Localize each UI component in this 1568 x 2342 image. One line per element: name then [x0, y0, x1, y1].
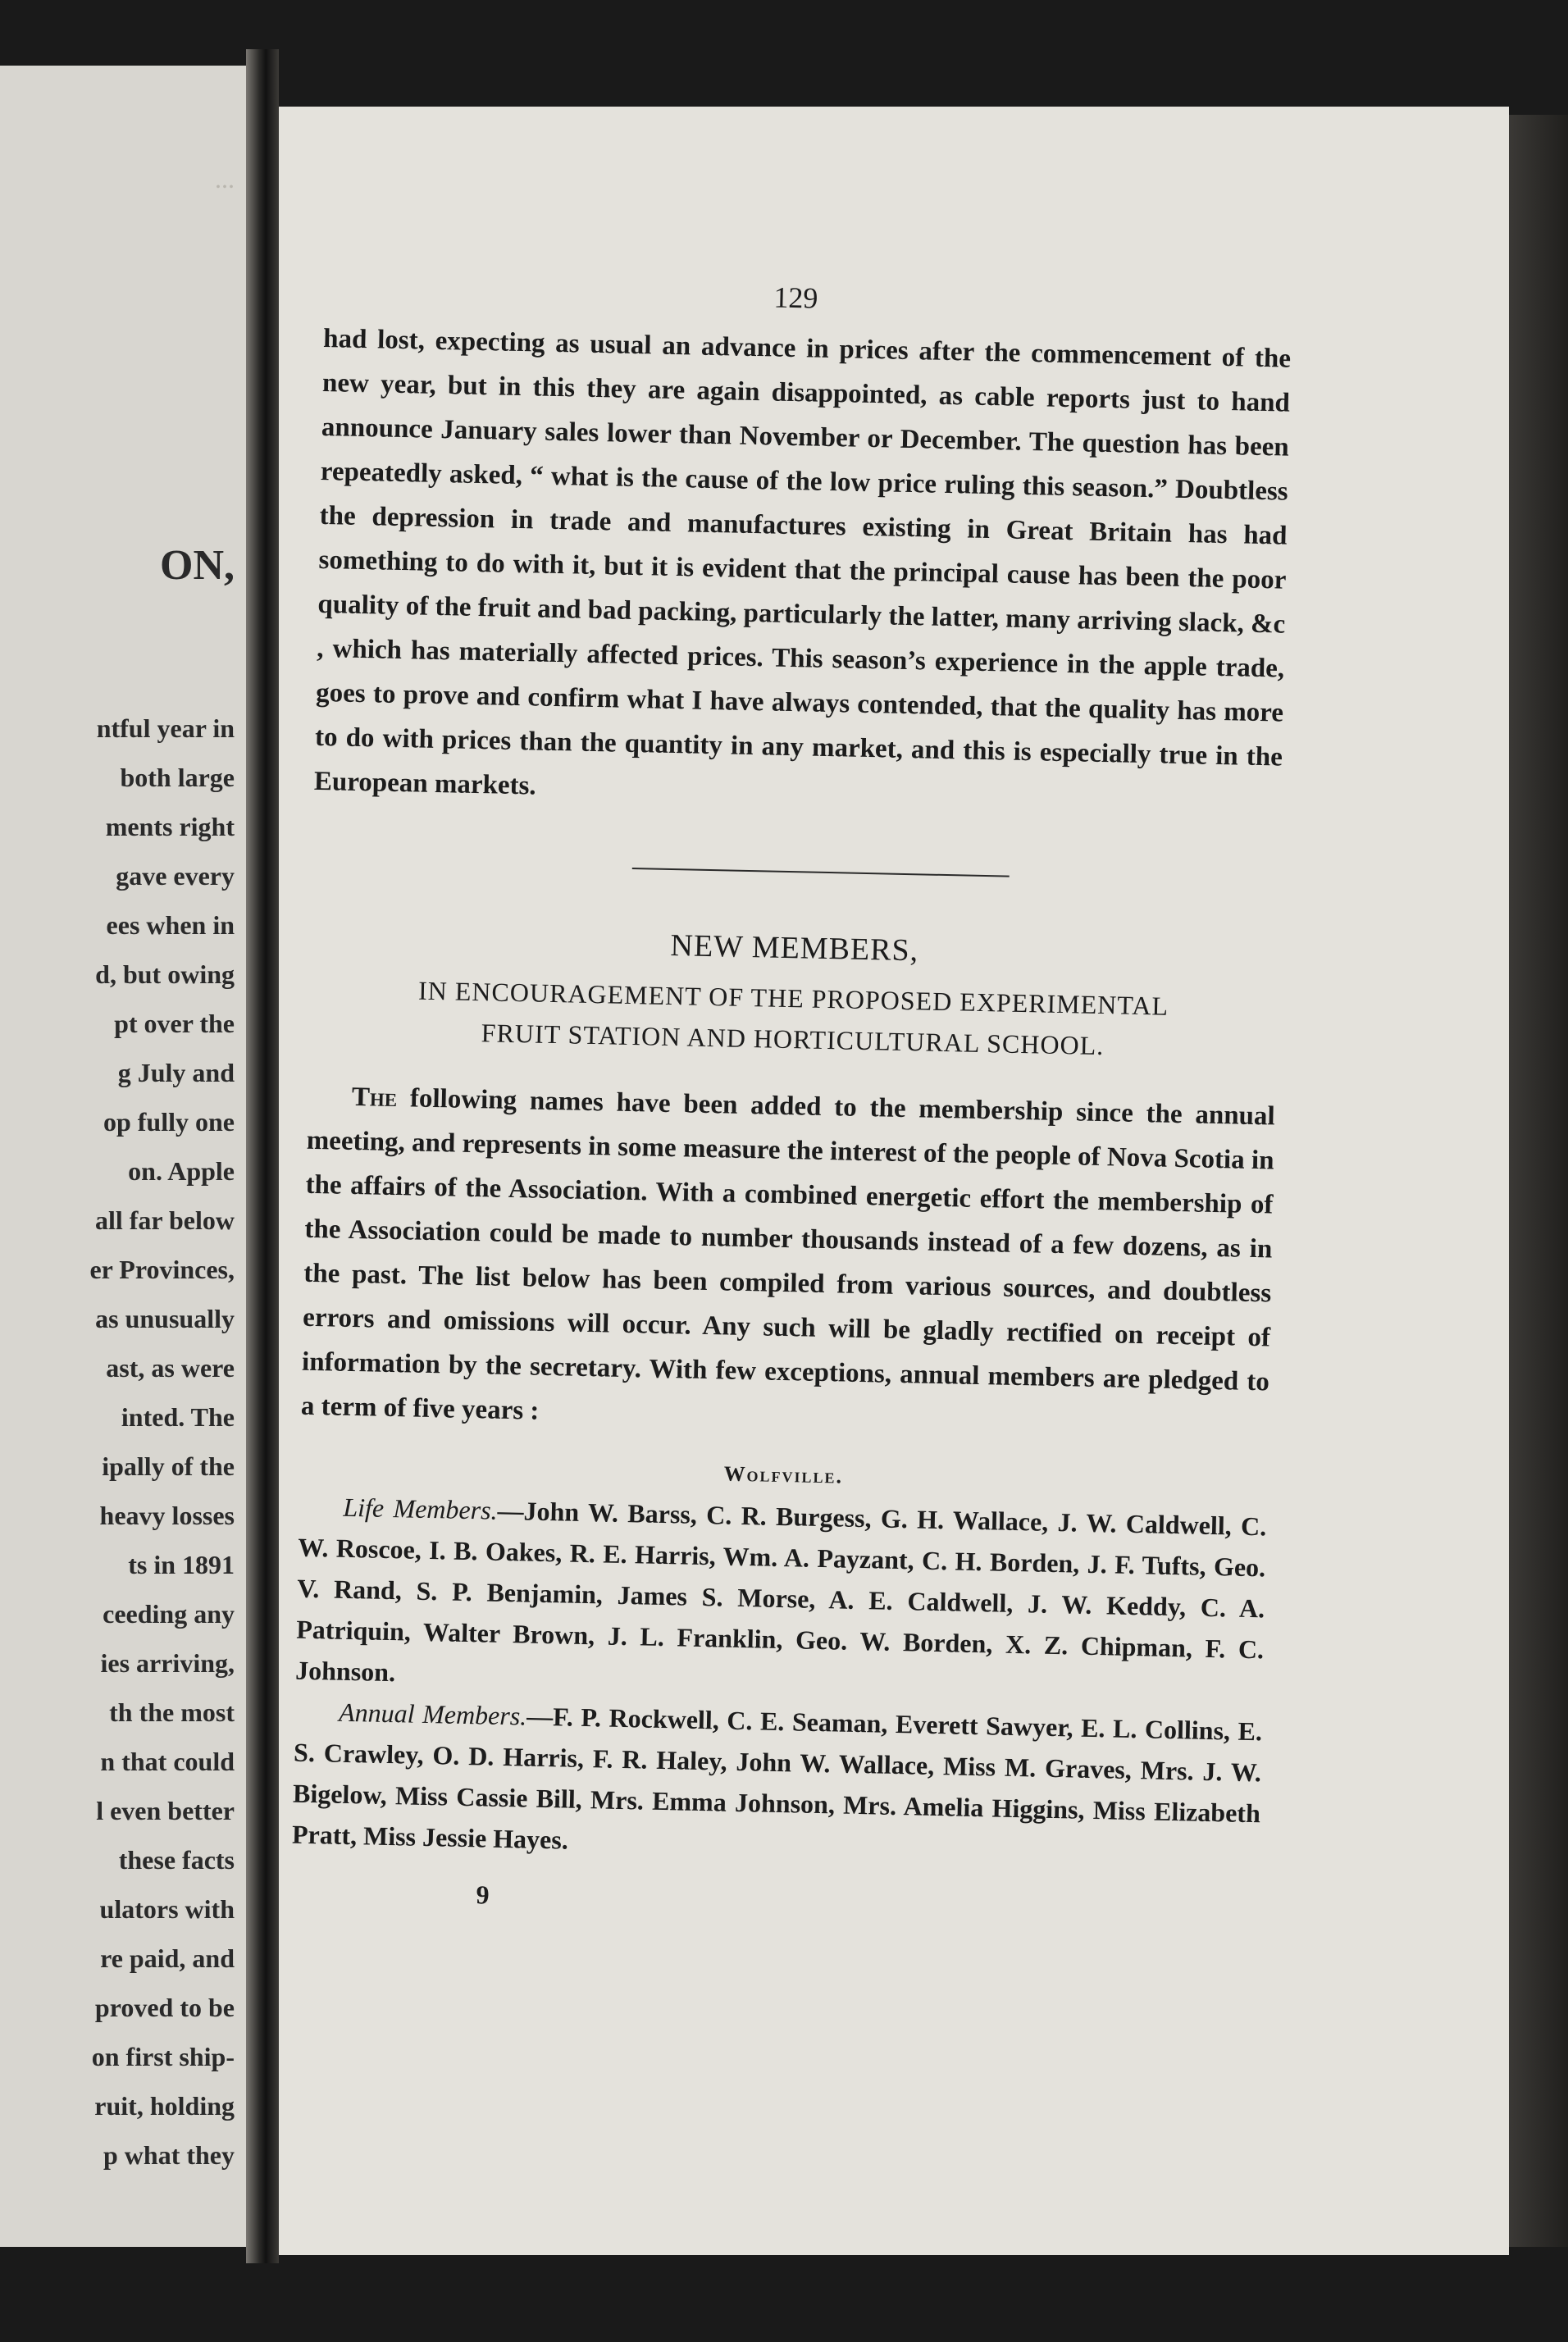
- life-members-paragraph: [295, 1486, 1267, 1711]
- left-page-line: ruit, holding: [94, 2091, 235, 2121]
- left-page-fragment: [0, 66, 246, 2247]
- left-page-line: ast, as were: [106, 1353, 235, 1383]
- intro-text: following names have been added to the membership since the annual meeting, and represents in some measure the interest of the people of Nova Scotia in the affairs of the Association. With a combined energetic effort the membership of the Association could be made to number thousands instead of a few dozens, as in the past. The list below has been compiled from various sources, and doubtless errors and omissions will occur. Any such will be gladly rectified on receipt of information by the secretary. With few exceptions, annual members are pledged to a term of five years :: [300, 1083, 1276, 1426]
- left-page-line: ments right: [105, 812, 235, 841]
- signature-mark: 9: [476, 1880, 490, 1910]
- right-page: [279, 107, 1509, 2255]
- locality-heading: Wolfville.: [723, 1461, 844, 1488]
- intro-lead-word: The: [351, 1082, 398, 1114]
- annual-members-paragraph: [292, 1691, 1263, 1875]
- left-page-line: ulators with: [99, 1894, 235, 1924]
- left-page-line: heavy losses: [99, 1501, 235, 1530]
- left-page-line: gave every: [116, 861, 235, 891]
- left-page-line: pt over the: [114, 1009, 235, 1038]
- left-page-line: ts in 1891: [128, 1550, 235, 1579]
- left-page-line: re paid, and: [100, 1943, 235, 1973]
- page-number: 129: [773, 280, 818, 315]
- left-page-line: er Provinces,: [89, 1255, 235, 1284]
- left-page-line: ntful year in: [96, 713, 235, 743]
- section-heading: NEW MEMBERS,: [670, 928, 919, 968]
- left-page-line: l even better: [96, 1796, 235, 1825]
- opening-paragraph: had lost, expecting as usual an advance in prices after the commencement of the new year, but in this they are again disappointed, as cable reports just to hand announce January sales lower than November or December. The question has been repeatedly asked, “ what is the cause of the low price ruling this season.” Doubtless the depression in trade and manufactures existing in Great Britain has had something to do with it, but it is evident that the principal cause has been the poor quality of the fruit and bad packing, particularly the latter, many arriving slack, &c , which has materially affected prices. This season’s experience in the apple trade, goes to prove and confirm what I have always contended, that the quality has more to do with prices than the quantity in any market, and this is especially true in the European markets.: [313, 323, 1292, 801]
- left-page-line: ON,: [160, 542, 235, 589]
- section-rule: [632, 868, 1010, 877]
- left-page-line: as unusually: [95, 1304, 235, 1333]
- left-page-line: inted. The: [121, 1402, 235, 1432]
- book-gutter: [246, 49, 279, 2263]
- left-page-line: th the most: [109, 1697, 235, 1727]
- left-page-line: ipally of the: [102, 1451, 235, 1481]
- left-page-line: n that could: [100, 1747, 235, 1776]
- left-page-line: d, but owing: [95, 959, 235, 989]
- page-text-block: [290, 271, 1292, 1926]
- annual-members-label: Annual Members.: [338, 1697, 527, 1731]
- left-page-line: ies arriving,: [100, 1648, 235, 1678]
- left-page-line: ceeding any: [103, 1599, 235, 1629]
- annual-members-list: —F. P. Rockwell, C. E. Seaman, Everett Sawyer, E. L. Collins, E. S. Crawley, O. D. Harris, F. R. Haley, John W. Wallace, Miss M. Graves, Mrs. J. W. Bigelow, Miss Cassie Bill, Mrs. Emma Johnson, Mrs. Amelia Higgins, Miss Elizabeth Pratt, Miss Jessie Hayes.: [291, 1701, 1263, 1855]
- left-page-line: all far below: [94, 1205, 235, 1235]
- left-page-line: these facts: [118, 1845, 235, 1875]
- left-page-line: both large: [120, 763, 235, 792]
- left-page-line: ...: [215, 164, 235, 194]
- left-page-line: p what they: [103, 2140, 235, 2170]
- intro-paragraph: [300, 1074, 1275, 1449]
- left-page-line: proved to be: [94, 1993, 235, 2022]
- section-subheading: IN ENCOURAGEMENT OF THE PROPOSED EXPERIMENTAL FRUIT STATION AND HORTICULTURAL SCHOOL.: [417, 975, 1169, 1061]
- page-stack-edge: [1509, 115, 1568, 2247]
- life-members-list: —John W. Barss, C. R. Burgess, G. H. Wallace, J. W. Caldwell, C. W. Roscoe, I. B. Oakes, R. E. Harris, Wm. A. Payzant, C. H. Borden, J. F. Tufts, Geo. V. Rand, S. P. Benjamin, James S. Morse, A. E. Caldwell, J. W. Keddy, C. A. Patriquin, Walter Brown, J. L. Franklin, Geo. W. Borden, X. Z. Chipman, F. C. Johnson.: [294, 1495, 1267, 1688]
- left-page-line: ees when in: [106, 910, 235, 940]
- life-members-label: Life Members.: [343, 1492, 498, 1525]
- left-page-line: on first ship-: [91, 2042, 235, 2071]
- left-page-line: g July and: [117, 1058, 235, 1087]
- left-page-line: op fully one: [103, 1107, 235, 1137]
- left-page-line: on. Apple: [128, 1156, 235, 1186]
